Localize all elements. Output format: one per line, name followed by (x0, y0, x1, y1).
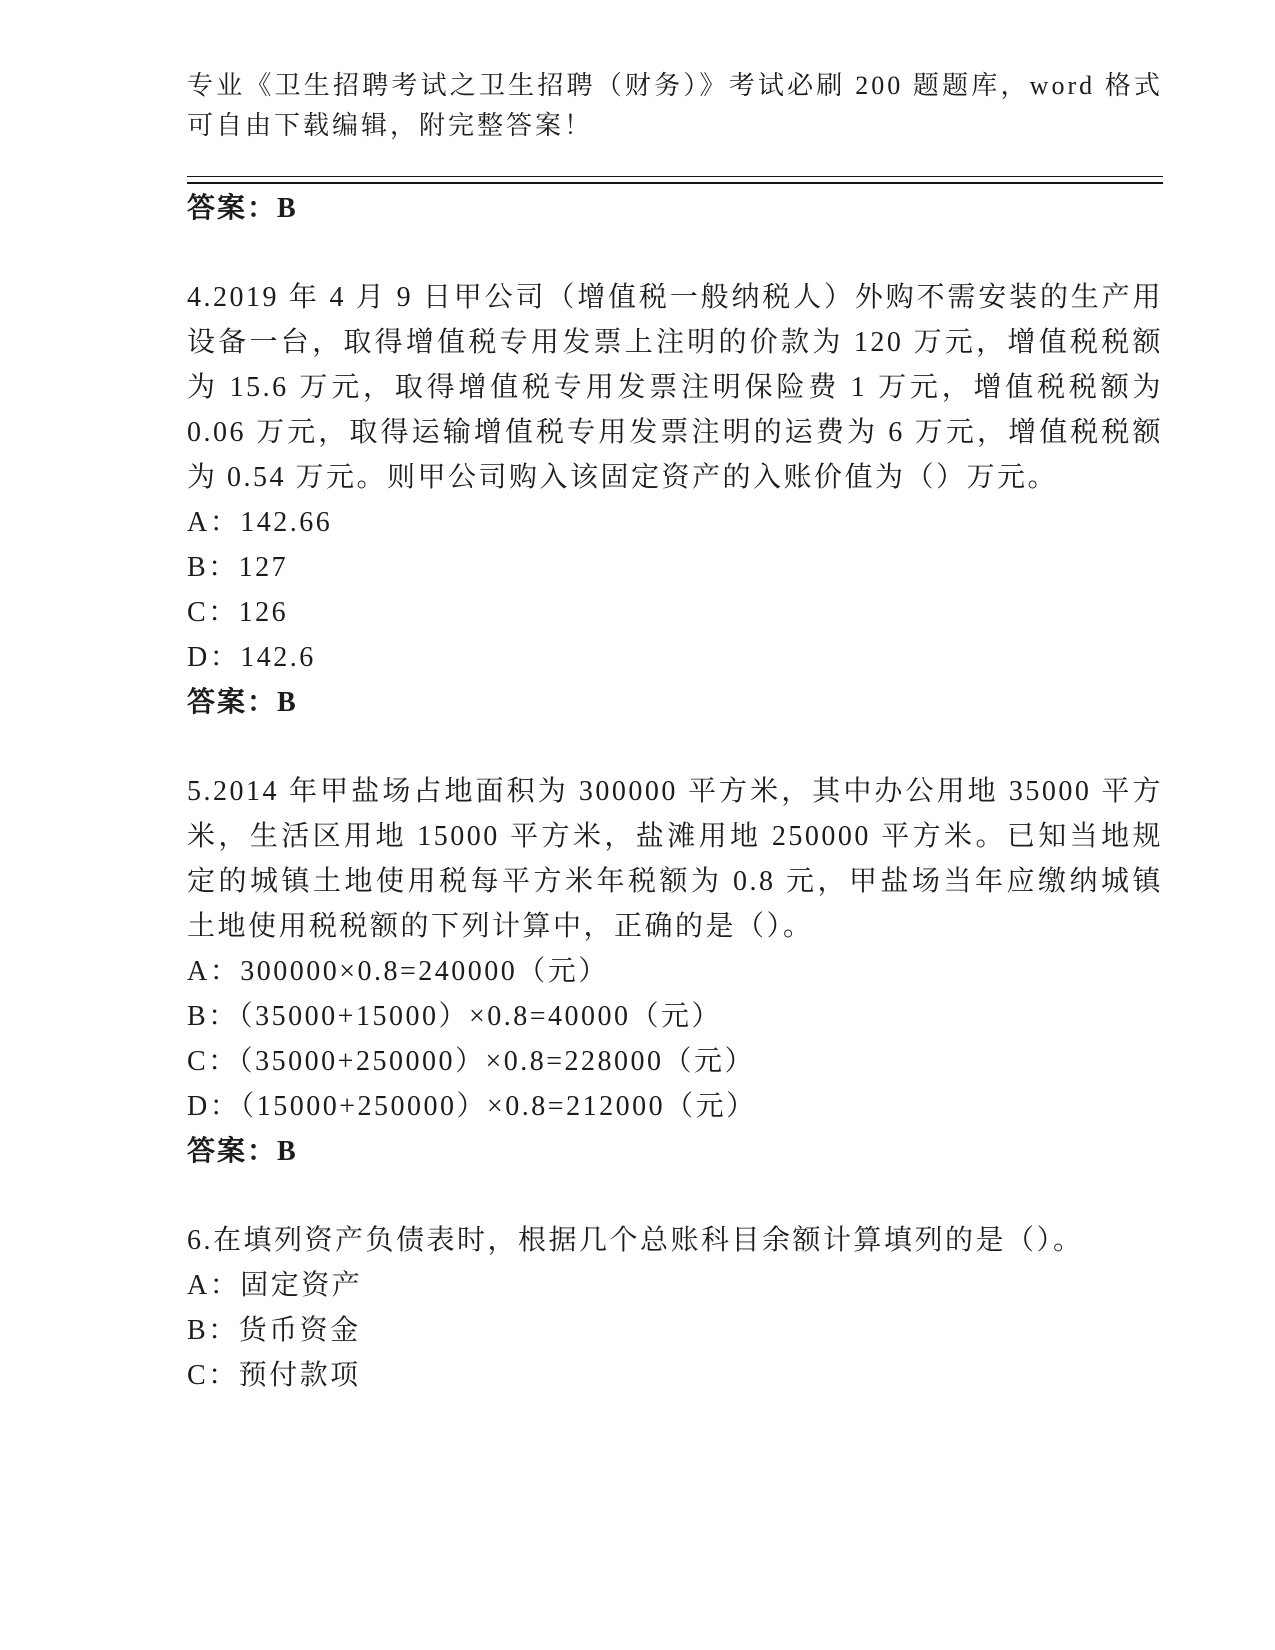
question-4-option-c: C：126 (187, 597, 289, 628)
question-6-stem: 6.在填列资产负债表时，根据几个总账科目余额计算填列的是（）。 (187, 1225, 1084, 1256)
question-5-option-b: B：（35000+15000）×0.8=40000（元） (187, 1001, 723, 1032)
question-6-option-a: A：固定资产 (187, 1270, 363, 1301)
document-header-text: 专业《卫生招聘考试之卫生招聘（财务）》考试必刷 200 题题库，word 格式可自由下载编辑，附完整答案！ (187, 71, 1163, 140)
question-6 (187, 1218, 1163, 1398)
question-5 (187, 769, 1163, 1174)
header-divider-line (187, 176, 1163, 184)
question-4-stem: 4.2019 年 4 月 9 日甲公司（增值税一般纳税人）外购不需安装的生产用设备一台，取得增值税专用发票上注明的价款为 120 万元，增值税税额为 15.6 万元，取得增值税专用发票注明保险费 1 万元，增值税税额为 0.06 万元，取得运输增值税专用发票注明的运费为 6 万元，增值税税额为 0.54 万元。则甲公司购入该固定资产的入账价值为（）万元。 (187, 282, 1163, 493)
question-4-option-b: B：127 (187, 552, 289, 583)
question-5-option-d: D：（15000+250000）×0.8=212000（元） (187, 1091, 757, 1122)
question-4 (187, 275, 1163, 725)
question-5-stem: 5.2014 年甲盐场占地面积为 300000 平方米，其中办公用地 35000 平方米，生活区用地 15000 平方米，盐滩用地 250000 平方米。已知当地规定的城镇土地使用税每平方米年税额为 0.8 元，甲盐场当年应缴纳城镇土地使用税税额的下列计算中，正确的是（）。 (187, 776, 1163, 942)
question-6-option-b: B：货币资金 (187, 1315, 361, 1346)
question-4-option-d: D：142.6 (187, 642, 316, 673)
question-5-option-a: A：300000×0.8=240000（元） (187, 956, 609, 987)
question-6-option-c: C：预付款项 (187, 1360, 361, 1391)
question-5-option-c: C：（35000+250000）×0.8=228000（元） (187, 1046, 756, 1077)
question-5-answer-line: 答案：B (187, 1136, 298, 1167)
previous-question-answer-line: 答案：B (187, 193, 298, 224)
question-4-option-a: A：142.66 (187, 507, 333, 538)
question-4-answer-line: 答案：B (187, 687, 298, 718)
